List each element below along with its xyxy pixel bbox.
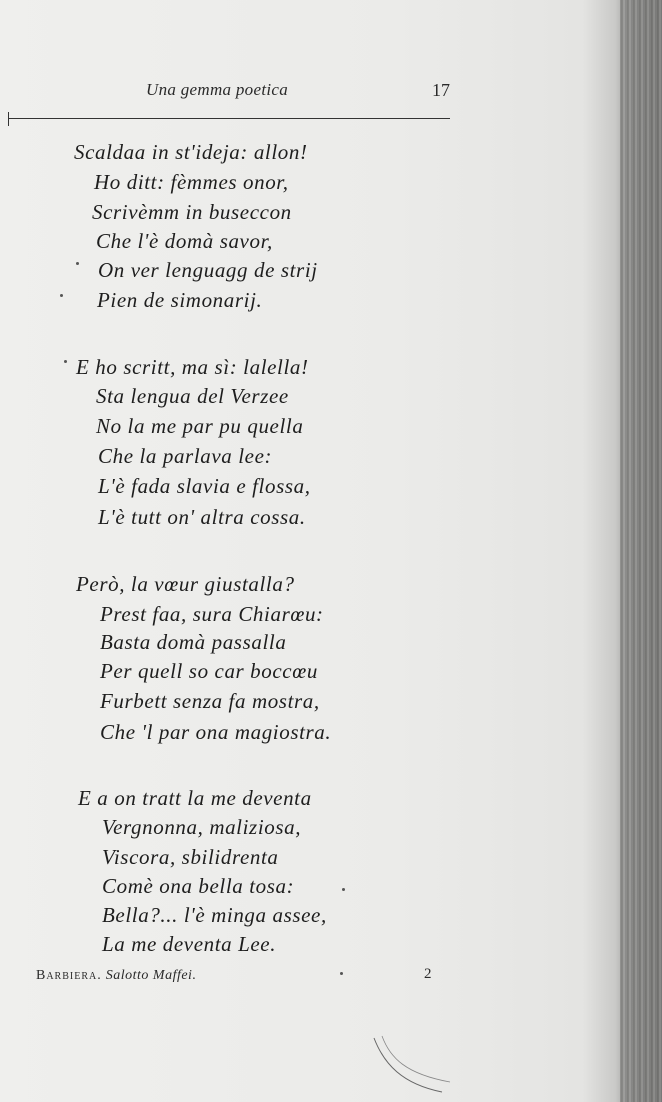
running-title: Una gemma poetica [146, 80, 289, 99]
signature-line [36, 968, 196, 984]
poem-line: L'è tutt on' altra cossa. [98, 505, 306, 529]
paper-crease-mark [372, 1034, 452, 1094]
poem-line: Furbett senza fa mostra, [100, 689, 320, 713]
poem-line: Bella?... l'è minga assee, [102, 903, 327, 927]
poem-line: Vergnonna, maliziosa, [102, 815, 302, 839]
poem-line: E ho scritt, ma sì: lalella! [76, 355, 309, 379]
poem-line: Che l'è domà savor, [96, 229, 273, 253]
poem-line: L'è fada slavia e flossa, [98, 474, 311, 498]
signature-number: 2 [424, 966, 432, 982]
poem-line: Basta domà passalla [100, 630, 287, 654]
poem-line: Scrivèmm in buseccon [92, 200, 292, 224]
ink-speck [342, 888, 345, 891]
poem-line: Che la parlava lee: [98, 444, 273, 468]
poem-line: Che 'l par ona magiostra. [100, 720, 332, 744]
poem-line: Scaldaa in st'ideja: allon! [74, 140, 308, 164]
poem-line: Prest faa, sura Chiarœu: [100, 602, 324, 626]
poem-line: On ver lenguagg de strij [98, 258, 318, 282]
poem-line: No la me par pu quella [96, 414, 304, 438]
ink-speck [60, 294, 63, 297]
poem-line: Pien de simonarij. [97, 288, 263, 312]
ink-speck [76, 262, 79, 265]
page-number: 17 [432, 80, 450, 100]
poem-line: Ho ditt: fèmmes onor, [94, 170, 289, 194]
poem-line: E a on tratt la me deventa [78, 786, 312, 810]
poem-line: Per quell so car boccœu [100, 659, 318, 683]
poem-line: La me deventa Lee. [102, 932, 277, 956]
ink-speck [340, 972, 343, 975]
signature-title: Salotto Maffei. [105, 968, 197, 983]
poem-line: Comè ona bella tosa: [102, 874, 295, 898]
ink-speck [64, 360, 67, 363]
poem-line: Però, la vœur giustalla? [76, 572, 295, 596]
poem-line: Sta lengua del Verzee [96, 384, 289, 408]
poem-line: Viscora, sbilidrenta [102, 845, 279, 869]
signature-author: Barbiera. [36, 968, 102, 983]
